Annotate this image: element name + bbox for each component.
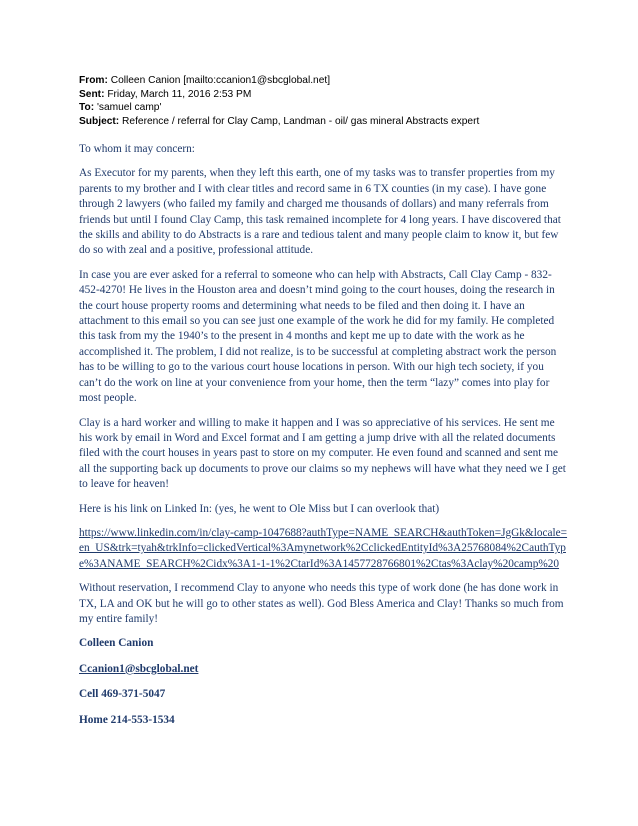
paragraph-linkedin-intro: Here is his link on Linked In: (yes, he went to Ole Miss but I can overlook that) — [79, 502, 440, 515]
subject-value: Reference / referral for Clay Camp, Landman - oil/ gas mineral Abstracts expert — [122, 115, 480, 127]
email-body — [79, 142, 569, 738]
sent-label: Sent: — [79, 88, 105, 100]
linkedin-link-paragraph — [79, 526, 569, 572]
to-label: To: — [79, 102, 95, 114]
signature-cell: Cell 469-371-5047 — [79, 688, 166, 701]
to-value: 'samuel camp' — [96, 102, 162, 114]
paragraph-referral: In case you are ever asked for a referral to someone who can help with Abstracts, Call Clay Camp - 832-452-4270! He lives in the Houston area and doesn’t mind going to the court houses, doing the research in the court house property rooms and determining what needs to be filed and then doing it. I have an attachment to this email so you can see just one example of the work he did for my family. He completed this task from my the 1940’s to the present in 4 months and kept me up to date with the work as he accomplished it. The problem, I did not realize, is to be successful at completing abstract work the person has to be willing to go to the various court house locations in person. With our high tech society, if you can’t do the work on line at your convenience from your home, then the term “lazy” comes into play for most people. — [79, 268, 557, 405]
linkedin-link[interactable]: https://www.linkedin.com/in/clay-camp-1047688?authType=NAME_SEARCH&authToken=JgGk&locale=en_US&trk=tyah&trkInfo=clickedVertical%3Amynetwork%2CclickedEntityId%3A25768084%2CauthType%3ANAME_SEARCH%2Cidx%3A1-1-1%2CtarId%3A1457728766801%2Ctas%3Aclay%20camp%20 — [79, 526, 568, 570]
sent-row — [79, 88, 579, 102]
from-value: Colleen Canion [mailto:ccanion1@sbcglobal.net] — [110, 75, 331, 86]
subject-label: Subject: — [79, 115, 120, 127]
to-row — [79, 101, 579, 115]
paragraph-hard-worker: Clay is a hard worker and willing to make it happen and I was so appreciative of his services. He sent me his work by email in Word and Excel format and I am getting a jump drive with all the related documents filed with the court houses in years past to store on my computer. He even found and scanned and sent me all the supporting back up documents to prove our claims so my nephews will have what they need we I get to leave for heaven! — [79, 416, 566, 491]
signature-name: Colleen Canion — [79, 637, 154, 650]
email-header — [79, 74, 579, 128]
from-label: From: — [79, 75, 108, 86]
sent-value: Friday, March 11, 2016 2:53 PM — [107, 88, 252, 100]
subject-row — [79, 115, 579, 129]
greeting: To whom it may concern: — [79, 143, 195, 155]
signature-home: Home 214-553-1534 — [79, 713, 175, 726]
signature-email-link[interactable]: Ccanion1@sbcglobal.net — [79, 662, 199, 675]
paragraph-executor: As Executor for my parents, when they left this earth, one of my tasks was to transfer properties from my parents to my brother and I with clear titles and record same in 6 TX counties (in my case). I have gone through 2 lawyers (who failed my family and charged me thousands of dollars) and many referrals from friends but until I found Clay Camp, this task remained incomplete for 4 long years. I have discovered that the skills and ability to do Abstracts is a rare and tedious talent and many people claim to know it, but few do so with zeal and a positive, professional attitude. — [79, 167, 561, 257]
from-row — [79, 74, 579, 88]
signature-email-paragraph — [79, 662, 569, 677]
paragraph-recommendation: Without reservation, I recommend Clay to anyone who needs this type of work done (he has done work in TX, LA and OK but he will go to other states as well). God Bless America and Clay! Thanks so much from my entire family! — [79, 582, 564, 625]
